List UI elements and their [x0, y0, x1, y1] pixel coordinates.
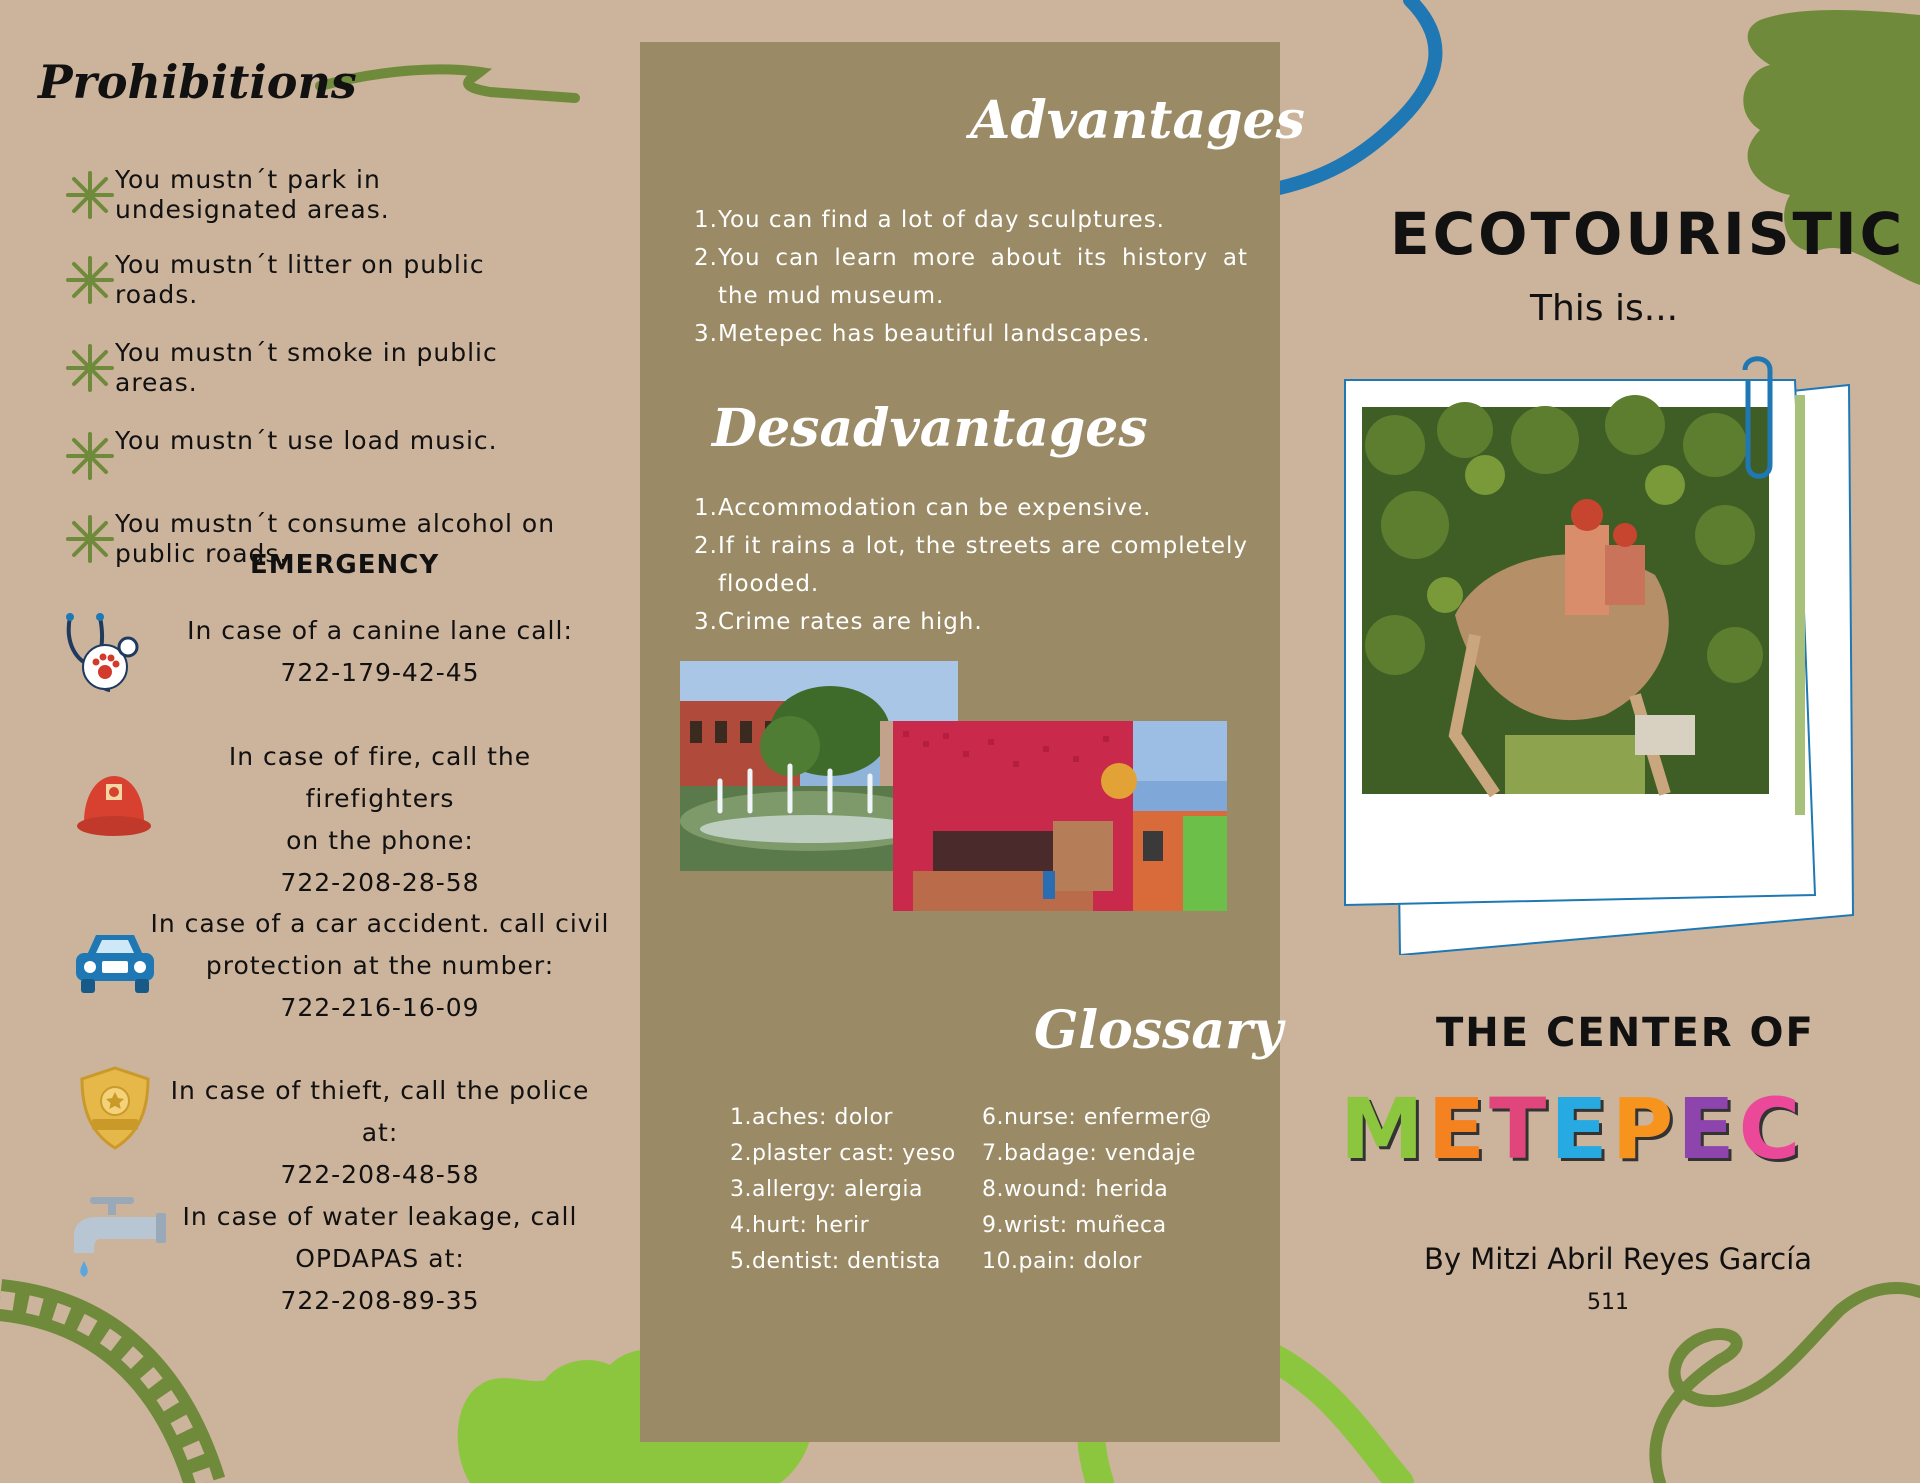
- emergency-text: OPDAPAS at:: [295, 1244, 465, 1273]
- glossary-item: 7.badage: vendaje: [982, 1141, 1196, 1166]
- glossary-item: 2.plaster cast: yeso: [730, 1141, 956, 1166]
- glossary-item: 1.aches: dolor: [730, 1105, 893, 1130]
- list-item: 2. If it rains a lot, the streets are completely flooded.: [694, 527, 1248, 603]
- brush-stroke: [320, 69, 575, 98]
- emergency-text: In case of fire, call the firefighters: [228, 742, 532, 813]
- prohibitions-list: [65, 165, 565, 597]
- emergency-text: In case of a car accident. call civil: [150, 909, 610, 938]
- center-of-label: THE CENTER OF: [1436, 1010, 1815, 1056]
- glossary-item: 4.hurt: herir: [730, 1213, 870, 1238]
- emergency-item: [150, 1070, 610, 1196]
- list-item: 3. Crime rates are high.: [694, 603, 1248, 641]
- town-letter: E: [1550, 1080, 1612, 1178]
- advantage-text: Metepec has beautiful landscapes.: [717, 321, 1151, 347]
- emergency-phone: 722-208-89-35: [280, 1286, 480, 1315]
- town-letter: M: [1340, 1080, 1428, 1178]
- emergency-text: protection at the number:: [205, 951, 555, 980]
- list-item: [65, 426, 565, 481]
- grade-number: 511: [1587, 1290, 1629, 1315]
- advantage-text: You can learn more about its history at the mud museum.: [717, 245, 1248, 309]
- list-item: 1. Accommodation can be expensive.: [694, 489, 1248, 527]
- town-letter: E: [1427, 1080, 1489, 1178]
- cover-subtitle: This is...: [1530, 288, 1679, 329]
- emergency-text: In case of thieft, call the police at:: [170, 1076, 590, 1147]
- emergency-phone: 722-179-42-45: [280, 658, 480, 687]
- emergency-text: In case of a canine lane call:: [187, 616, 573, 645]
- emergency-phone: 722-208-48-58: [280, 1160, 480, 1189]
- emergency-text: on the phone:: [286, 826, 474, 855]
- firefighter-helmet-icon: [76, 770, 152, 838]
- town-letter: C: [1738, 1080, 1805, 1178]
- glossary-item: 3.allergy: alergia: [730, 1177, 924, 1202]
- disadvantage-text: Accommodation can be expensive.: [717, 495, 1152, 521]
- star-bullet-icon: [65, 514, 115, 564]
- disadvantages-list: [694, 489, 1248, 641]
- list-item: 3. Metepec has beautiful landscapes.: [694, 315, 1248, 353]
- glossary-right: [982, 1100, 1242, 1280]
- town-letter: P: [1611, 1080, 1678, 1178]
- glossary-item: 8.wound: herida: [982, 1177, 1169, 1202]
- prohibition-text: You mustn´t use load music.: [115, 426, 498, 455]
- red-museum-photo: [893, 721, 1227, 911]
- dashed-arc: [0, 1300, 205, 1483]
- car-icon: [72, 925, 158, 995]
- glossary-item: 10.pain: dolor: [982, 1249, 1142, 1274]
- disadvantage-text: If it rains a lot, the streets are completely flooded.: [717, 533, 1248, 597]
- glossary-left: [730, 1100, 980, 1280]
- prohibition-text: You mustn´t consume alcohol on public roads.: [115, 509, 556, 568]
- emergency-item: [150, 1196, 610, 1322]
- prohibition-text: You mustn´t smoke in public areas.: [115, 338, 498, 397]
- star-bullet-icon: [65, 343, 115, 393]
- glossary-item: 5.dentist: dentista: [730, 1249, 941, 1274]
- green-curl-bottom-right: [1655, 1288, 1920, 1483]
- star-bullet-icon: [65, 255, 115, 305]
- prohibition-text: You mustn´t park in undesignated areas.: [115, 165, 390, 224]
- star-bullet-icon: [65, 431, 115, 481]
- cover-title: ECOTOURISTIC: [1390, 200, 1906, 268]
- town-letter: E: [1677, 1080, 1739, 1178]
- emergency-phone: 722-208-28-58: [280, 868, 480, 897]
- list-item: [65, 165, 565, 225]
- prohibitions-title: Prohibitions: [38, 55, 357, 109]
- glossary-item: 9.wrist: muñeca: [982, 1213, 1167, 1238]
- list-item: [65, 250, 565, 310]
- advantages-title: Advantages: [970, 90, 1305, 151]
- disadvantages-title: Desadvantages: [712, 398, 1148, 459]
- author-name: By Mitzi Abril Reyes García: [1424, 1242, 1813, 1276]
- advantage-text: You can find a lot of day sculptures.: [717, 207, 1165, 233]
- emergency-phone: 722-216-16-09: [280, 993, 480, 1022]
- prohibition-text: You mustn´t litter on public roads.: [115, 250, 485, 309]
- police-badge-icon: [76, 1065, 154, 1151]
- emergency-text: In case of water leakage, call: [182, 1202, 578, 1231]
- emergency-item: [150, 903, 610, 1029]
- disadvantage-text: Crime rates are high.: [717, 609, 983, 635]
- list-item: [65, 338, 565, 398]
- polaroid-photo: [1335, 355, 1855, 955]
- emergency-item: [150, 610, 610, 694]
- town-name: [1340, 1080, 1804, 1178]
- town-letter: T: [1488, 1080, 1551, 1178]
- advantages-list: [694, 201, 1248, 353]
- emergency-title: EMERGENCY: [250, 550, 440, 580]
- list-item: 1. You can find a lot of day sculptures.: [694, 201, 1248, 239]
- glossary-item: 6.nurse: enfermer@: [982, 1105, 1212, 1130]
- emergency-item: [150, 736, 610, 904]
- star-bullet-icon: [65, 170, 115, 220]
- vet-stethoscope-icon: [60, 612, 146, 698]
- glossary-title: Glossary: [1034, 1000, 1283, 1061]
- list-item: 2. You can learn more about its history at the mud museum.: [694, 239, 1248, 315]
